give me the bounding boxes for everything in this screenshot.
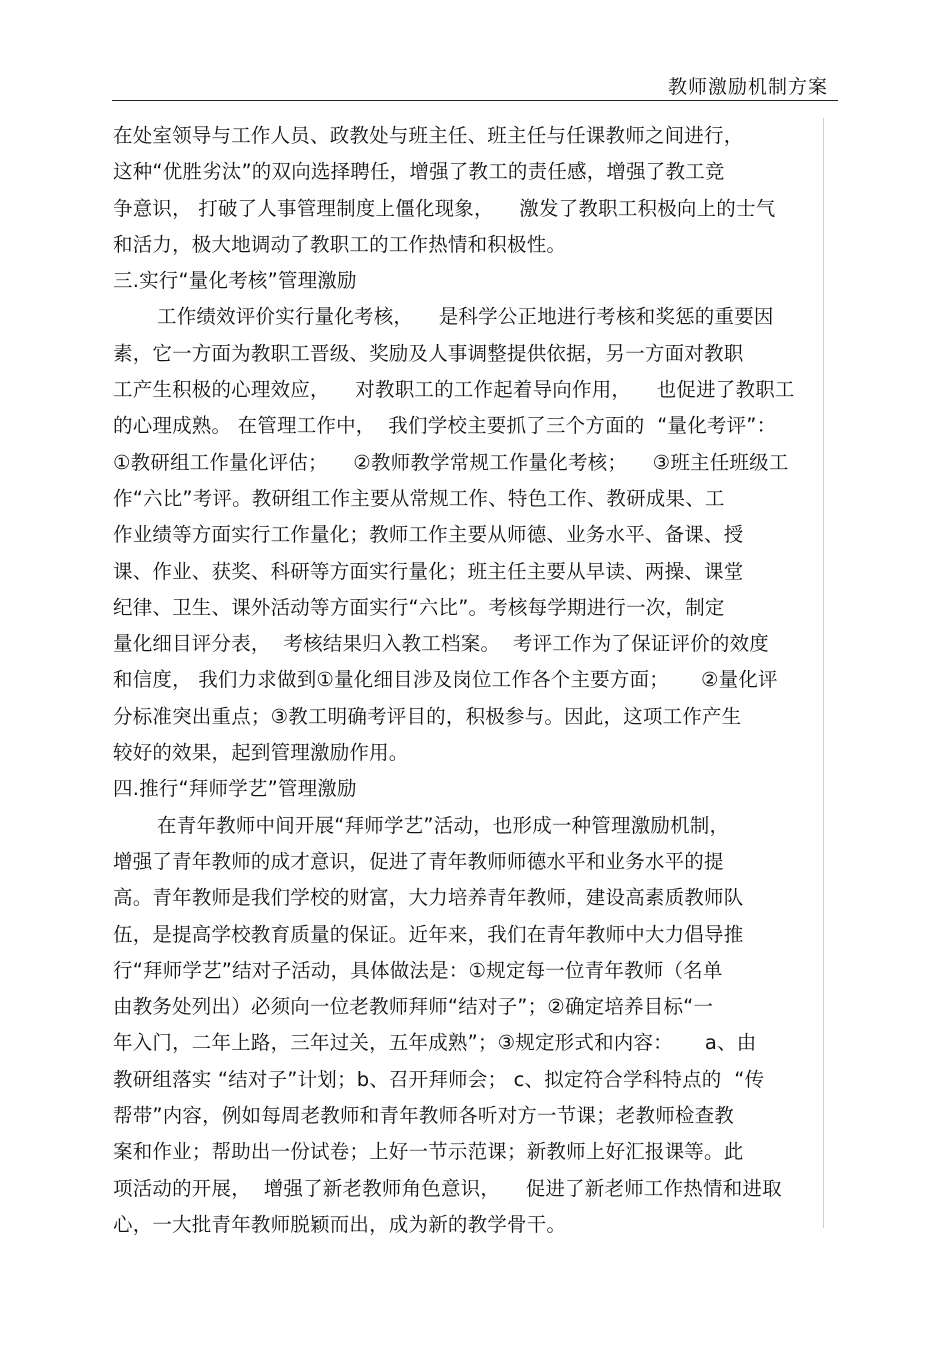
text-line: 工产生积极的心理效应， 对教职工的工作起着导向作用， 也促进了教职工 — [113, 378, 795, 402]
text-line: 和信度， 我们力求做到①量化细目涉及岗位工作各个主要方面； ②量化评 — [113, 668, 778, 692]
text-line: 项活动的开展， 增强了新老教师角色意识， 促进了新老师工作热情和进取 — [113, 1176, 782, 1200]
text-line: 伍，是提高学校教育质量的保证。近年来，我们在青年教师中大力倡导推 — [113, 922, 744, 946]
text-line: 课、作业、获奖、科研等方面实行量化；班主任主要从早读、两操、课堂 — [113, 559, 744, 583]
body-text — [113, 118, 825, 1243]
text-line: 的心理成熟。 在管理工作中， 我们学校主要抓了三个方面的 “量化考评”： — [113, 414, 777, 438]
text-line: 争意识， 打破了人事管理制度上僵化现象， 激发了教职工积极向上的士气 — [113, 196, 776, 220]
text-line: 案和作业；帮助出一份试卷；上好一节示范课；新教师上好汇报课等。此 — [113, 1140, 744, 1164]
section-heading-3: 三.实行“量化考核”管理激励 — [113, 269, 357, 293]
document-title: 教师激励机制方案 — [667, 76, 828, 98]
text-line: 由教务处列出）必须向一位老教师拜师“结对子”；②确定培养目标“一 — [113, 995, 714, 1019]
page-header — [112, 68, 838, 101]
text-line: 这种“优胜劣汰”的双向选择聘任，增强了教工的责任感，增强了教工竞 — [113, 160, 725, 184]
text-line: 较好的效果，起到管理激励作用。 — [113, 741, 409, 765]
text-line: 心，一大批青年教师脱颖而出，成为新的教学骨干。 — [113, 1212, 567, 1236]
text-line: 工作绩效评价实行量化考核， 是科学公正地进行考核和奖惩的重要因 — [157, 305, 774, 329]
text-line: 帮带”内容，例如每周老教师和青年教师各听对方一节课；老教师检查教 — [113, 1104, 735, 1128]
text-line: 在青年教师中间开展“拜师学艺”活动，也形成一种管理激励机制， — [157, 813, 730, 837]
text-line: 作业绩等方面实行工作量化；教师工作主要从师德、业务水平、备课、授 — [113, 523, 744, 547]
text-line: 量化细目评分表， 考核结果归入教工档案。 考评工作为了保证评价的效度 — [113, 632, 769, 656]
text-line: 高。青年教师是我们学校的财富，大力培养青年教师，建设高素质教师队 — [113, 886, 744, 910]
text-line: 作“六比”考评。教研组工作主要从常规工作、特色工作、教研成果、工 — [113, 486, 725, 510]
text-line: 在处室领导与工作人员、政教处与班主任、班主任与任课教师之间进行， — [113, 124, 744, 147]
section-heading-4: 四.推行“拜师学艺”管理激励 — [113, 777, 357, 801]
text-line: 和活力，极大地调动了教职工的工作热情和积极性。 — [113, 232, 567, 256]
text-line: 行“拜师学艺”结对子活动，具体做法是：①规定每一位青年教师（名单 — [113, 958, 723, 982]
text-line: 年入门，二年上路，三年过关，五年成熟”；③规定形式和内容： a、由 — [113, 1031, 757, 1055]
text-line: 增强了青年教师的成才意识，促进了青年教师师德水平和业务水平的提 — [113, 849, 724, 873]
text-line: ①教研组工作量化评估； ②教师教学常规工作量化考核； ③班主任班级工 — [113, 450, 789, 474]
text-line: 教研组落实 “结对子”计划；b、召开拜师会； c、拟定符合学科特点的 “传 — [113, 1067, 765, 1091]
text-line: 纪律、卫生、课外活动等方面实行“六比”。考核每学期进行一次，制定 — [113, 595, 725, 619]
text-line: 素，它一方面为教职工晋级、奖励及人事调整提供依据，另一方面对教职 — [113, 341, 744, 365]
text-line: 分标准突出重点；③教工明确考评目的，积极参与。因此，这项工作产生 — [113, 704, 742, 728]
